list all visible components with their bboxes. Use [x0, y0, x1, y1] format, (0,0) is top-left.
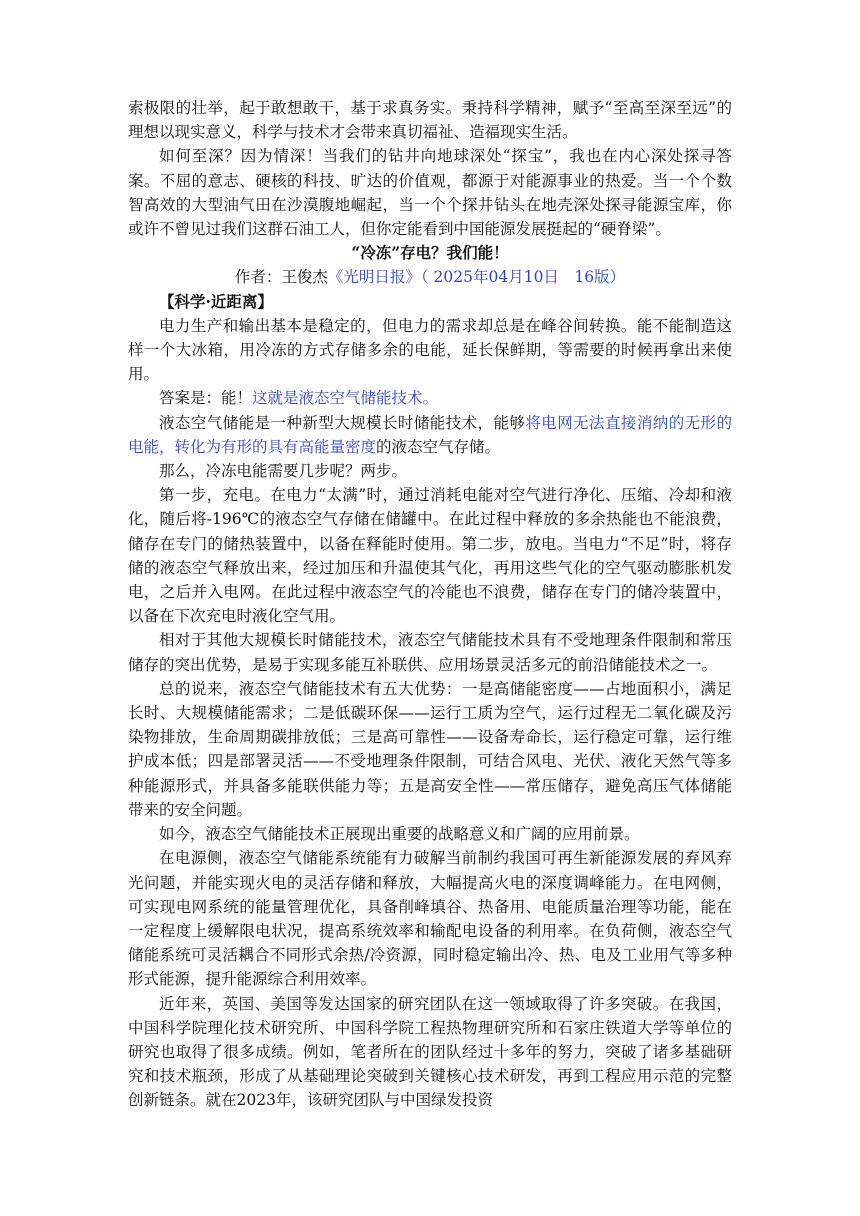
document-page — [128, 96, 732, 1113]
paragraph-3 — [128, 411, 732, 459]
paragraph-7: 总的说来，液态空气储能技术有五大优势：一是高储能密度——占地面积小，满足长时、大规模储能需求；二是低碳环保——运行工质为空气，运行过程无二氧化碳及污染物排放，生命周期碳排放低；三是高可靠性——设备寿命长，运行稳定可靠，运行维护成本低；四是部署灵活——不受地理条件限制，可结合风电、光伏、液化天然气等多种能源形式，并具备多能联供能力等；五是高安全性——常压储存，避免高压气体储能带来的安全问题。 — [128, 679, 732, 819]
section-heading: 【科学·近距离】 — [159, 291, 273, 311]
article-byline — [128, 265, 732, 289]
source-link[interactable]: 《光明日报》（ 2025年04月10日 16版） — [327, 268, 626, 287]
paragraph-continuation: 索极限的壮举，起于敢想敢干，基于求真务实。秉持科学精神，赋予“至高至深至远”的理想以现实意义，科学与技术才会带来真切福祉、造福现实生活。 — [128, 99, 732, 142]
paragraph-8: 如今，液态空气储能技术正展现出重要的战略意义和广阔的应用前景。 — [159, 825, 640, 844]
paragraph-2 — [128, 386, 732, 410]
paragraph-10: 近年来，英国、美国等发达国家的研究团队在这一领域取得了许多突破。在我国，中国科学院理化技术研究所、中国科学院工程热物理研究所和石家庄铁道大学等单位的研究也取得了很多成绩。例如，笔者所在的团队经过十多年的努力，突破了诸多基础研究和技术瓶颈，形成了从基础理论突破到关键核心技术研发，再到工程应用示范的完整创新链条。就在2023年，该研究团队与中国绿发投资 — [128, 994, 732, 1110]
paragraph-1: 电力生产和输出基本是稳定的，但电力的需求却总是在峰谷间转换。能不能制造这样一个大冰箱，用冷冻的方式存储多余的电能，延长保鲜期，等需要的时候再拿出来使用。 — [128, 316, 732, 384]
article-title: “冷冻”存电？我们能！ — [351, 243, 509, 263]
paragraph-6: 相对于其他大规模长时储能技术，液态空气储能技术具有不受地理条件限制和常压储存的突出优势，是易于实现多能互补联供、应用场景灵活多元的前沿储能技术之一。 — [128, 631, 732, 674]
paragraph-5: 第一步，充电。在电力“太满”时，通过消耗电能对空气进行净化、压缩、冷却和液化，随后将-196℃的液态空气存储在储罐中。在此过程中释放的多余热能也不能浪费，储存在专门的储热装置中，以备在释能时使用。第二步，放电。当电力“不足”时，将存储的液态空气释放出来，经过加压和升温使其气化，再用这些气化的空气驱动膨胀机发电，之后并入电网。在此过程中液态空气的冷能也不浪费，储存在专门的储冷装置中，以备在下次充电时液化空气用。 — [128, 486, 732, 626]
highlight-link-conversion[interactable]: 将电网无法直接消纳的无形的电能，转化为有形的具有高能量密度 — [128, 413, 732, 456]
p3-suffix: 的液态空气存储。 — [376, 437, 501, 456]
paragraph-how-deep: 如何至深？因为情深！当我们的钻井向地球深处“探宝”，我也在内心深处探寻答案。不屈的意志、硬核的科技、旷达的价值观，都源于对能源事业的热爱。当一个个数智高效的大型油气田在沙漠腹地崛起，当一个个探井钻头在地壳深处探寻能源宝库，你或许不曾见过我们这群石油工人，但你定能看到中国能源发展挺起的“硬脊梁”。 — [128, 147, 732, 239]
answer-text: 答案是：能！ — [159, 389, 253, 408]
paragraph-9: 在电源侧，液态空气储能系统能有力破解当前制约我国可再生新能源发展的弃风弃光问题，并能实现火电的灵活存储和释放，大幅提高火电的深度调峰能力。在电网侧，可实现电网系统的能量管理优化，具备削峰填谷、热备用、电能质量治理等功能，能在一定程度上缓解限电状况，提高系统效率和输配电设备的利用率。在负荷侧，液态空气储能系统可灵活耦合不同形式余热/冷资源，同时稳定输出冷、热、电及工业用气等多种形式能源，提升能源综合利用效率。 — [128, 849, 732, 989]
p3-prefix: 液态空气储能是一种新型大规模长时储能技术，能够 — [159, 413, 526, 432]
paragraph-4: 那么，冷冻电能需要几步呢？两步。 — [159, 462, 408, 481]
highlight-link-technology[interactable]: 这就是液态空气储能技术。 — [252, 389, 439, 408]
author-name: 作者：王俊杰 — [234, 268, 328, 287]
